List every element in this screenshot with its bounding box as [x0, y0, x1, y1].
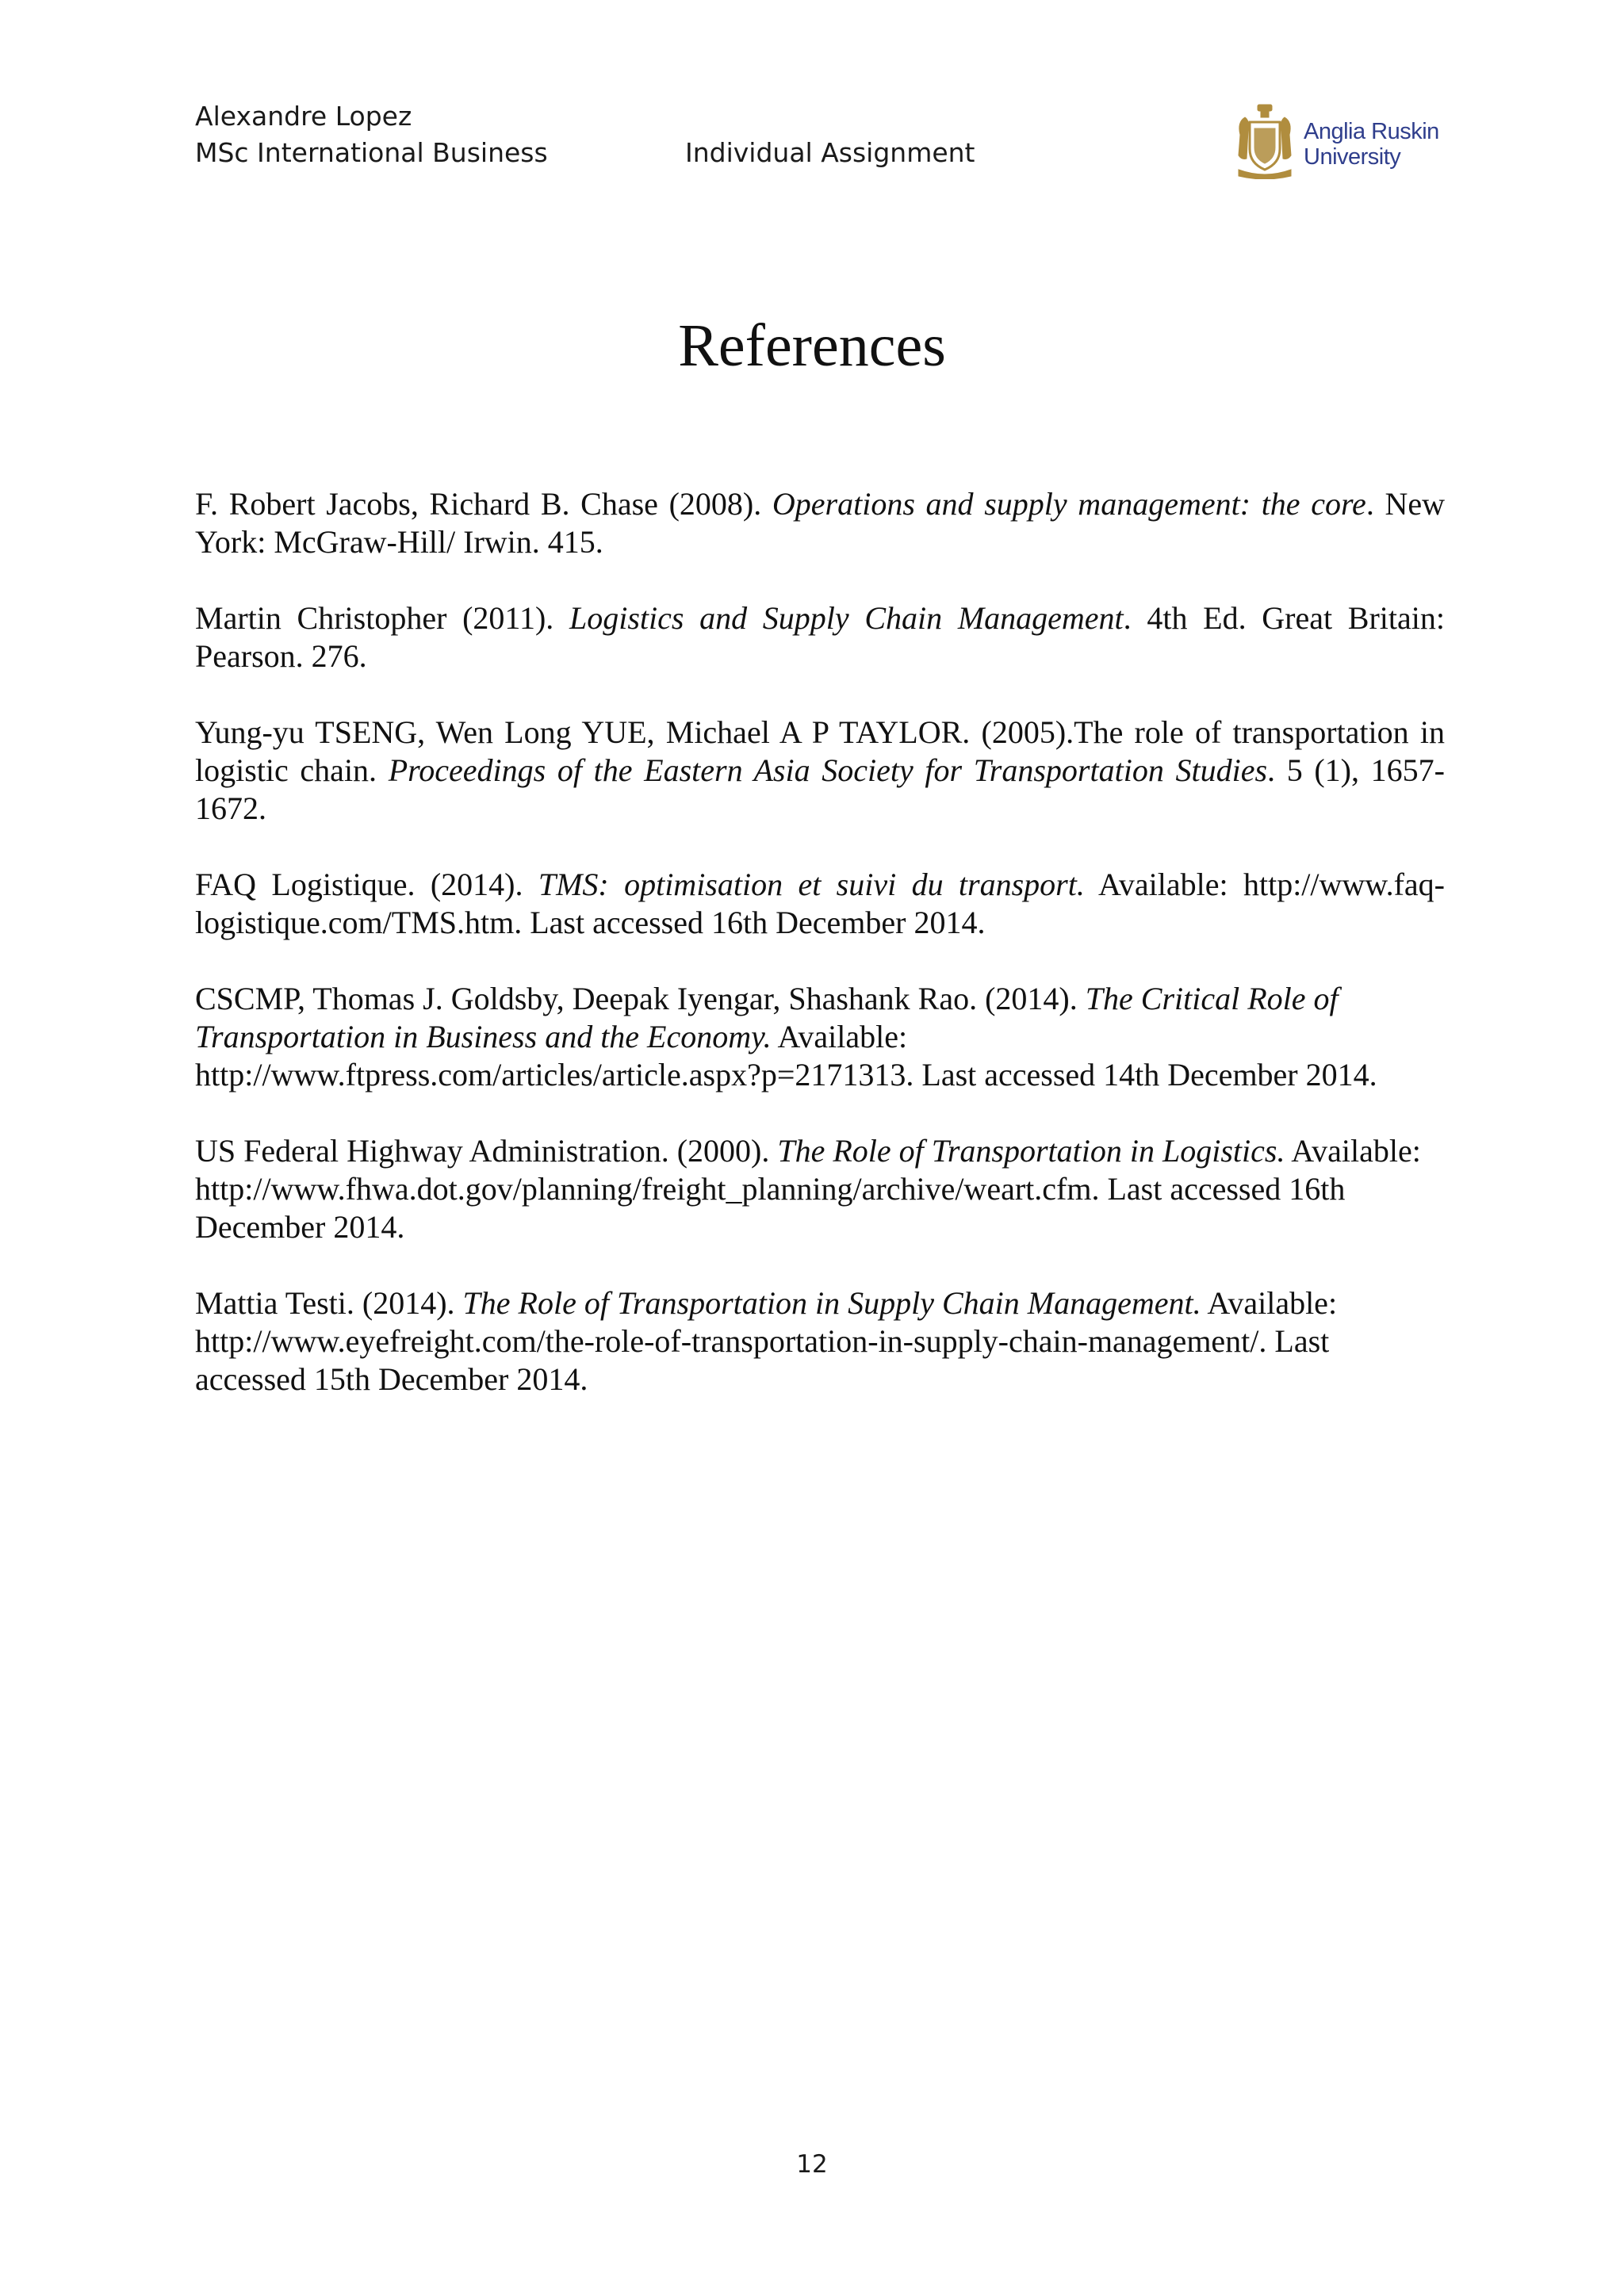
reference-authors: Martin Christopher (2011).: [195, 600, 569, 636]
reference-item: [195, 1284, 1445, 1399]
reference-work-title: The Role of Transportation in Logistics.: [777, 1133, 1285, 1169]
header-program: MSc International Business: [195, 137, 548, 168]
university-logo: [1235, 103, 1451, 179]
header-assignment: Individual Assignment: [685, 137, 975, 168]
reference-item: [195, 980, 1445, 1094]
reference-authors: CSCMP, Thomas J. Goldsby, Deepak Iyengar, Shashank Rao. (2014).: [195, 981, 1086, 1016]
reference-work-title: Operations and supply management: the core: [772, 486, 1366, 522]
reference-details: Available: http://www.fhwa.dot.gov/planning/freight_planning/archive/weart.cfm. Last accessed 16th December 2014.: [195, 1133, 1421, 1245]
reference-details: . 5 (1), 1657-1672.: [195, 752, 1445, 826]
reference-work-title: Proceedings of the Eastern Asia Society for Transportation Studies: [388, 752, 1268, 788]
reference-work-title: The Role of Transportation in Supply Chain Management.: [462, 1285, 1201, 1321]
reference-details: Available: http://www.ftpress.com/articles/article.aspx?p=2171313. Last accessed 14th December 2014.: [195, 1019, 1377, 1093]
reference-details: Available: http://www.eyefreight.com/the-role-of-transportation-in-supply-chain-management/. Last accessed 15th December 2014.: [195, 1285, 1338, 1397]
reference-item: [195, 1132, 1445, 1246]
header-author: Alexandre Lopez: [195, 101, 412, 132]
reference-authors: US Federal Highway Administration. (2000).: [195, 1133, 778, 1169]
reference-authors: Mattia Testi. (2014).: [195, 1285, 463, 1321]
logo-line-2: University: [1304, 144, 1401, 170]
reference-item: [195, 485, 1445, 561]
reference-authors: FAQ Logistique. (2014).: [195, 867, 538, 902]
reference-item: [195, 866, 1445, 942]
logo-line-1: Anglia Ruskin: [1304, 119, 1439, 144]
reference-work-title: Logistics and Supply Chain Management: [569, 600, 1124, 636]
reference-item: [195, 599, 1445, 675]
page-number: 12: [796, 2150, 828, 2179]
reference-details: . 4th Ed. Great Britain: Pearson. 276.: [195, 600, 1445, 674]
university-crest-icon: [1235, 103, 1294, 179]
reference-details: . New York: McGraw-Hill/ Irwin. 415.: [195, 486, 1446, 560]
reference-work-title: The Critical Role of Transportation in Business and the Economy.: [195, 981, 1339, 1054]
reference-authors: Yung-yu TSENG, Wen Long YUE, Michael A P TAYLOR. (2005).The role of transportation in logistic chain.: [195, 714, 1445, 788]
page-title: References: [678, 312, 946, 379]
reference-details: Available: http://www.faq-logistique.com/TMS.htm. Last accessed 16th December 2014.: [195, 867, 1445, 940]
reference-authors: F. Robert Jacobs, Richard B. Chase (2008).: [195, 486, 772, 522]
reference-work-title: TMS: optimisation et suivi du transport.: [538, 867, 1085, 902]
reference-item: [195, 714, 1445, 828]
reference-list: [195, 485, 1445, 1437]
